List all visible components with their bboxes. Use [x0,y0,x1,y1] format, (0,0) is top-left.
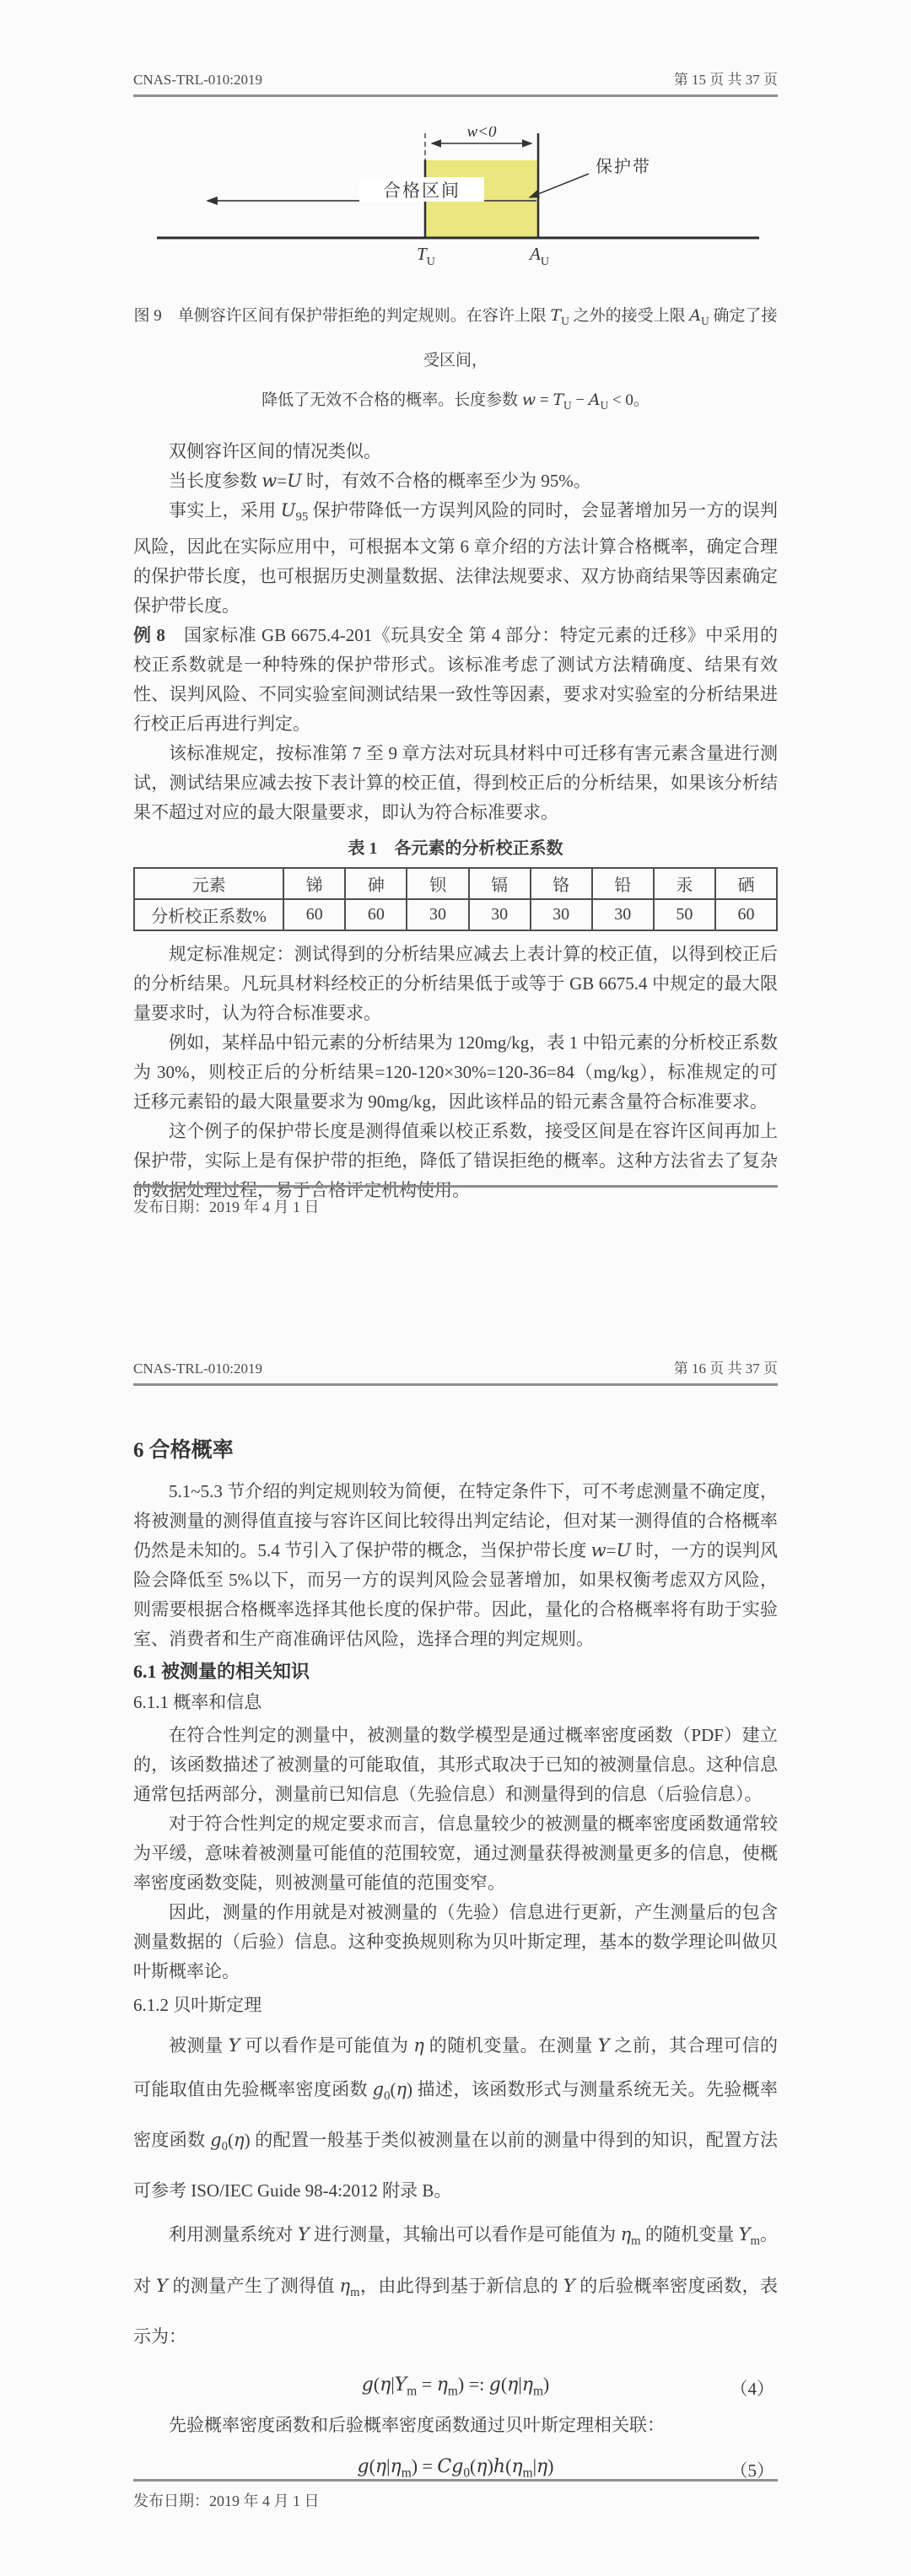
table-cell: 60 [345,899,407,930]
paragraph-section6-intro: 5.1~5.3 节介绍的判定规则较为简便，在特定条件下，可不考虑测量不确定度，将被测量的测得值直接与容许区间比较得出判定结论，但对某一测得值的合格概率仍然是未知的。5.4 节引入了保护带的概念，当保护带长度 w=U 时，一方的误判风险会降低至 5%以下，而另一方的误判风险会显著增加，如果权衡考虑双方风险，则需要根据合格概率选择其他长度的保护带。因此，量化的合格概率将有助于实验室、消费者和生产商准确评估风险，选择合理的判定规则。 [133,1481,779,1649]
paragraph-bayes-relation: 先验概率密度函数和后验概率密度函数通过贝叶斯定理相关联： [169,2414,665,2435]
figure-caption-line2: 降低了无效不合格的概率。长度参数 $w = T_U - A_U < 0$。 [261,390,650,412]
equation-5: $g(\eta|\eta_m) = Cg_0(\eta)h(\eta_m|\eta)$ [357,2455,554,2481]
table-cell: 30 [531,899,592,930]
paragraph-u95-guardband: 事实上，采用 $U_{95}$ 保护带降低一方误判风险的同时，会显著增加另一方的误判风险，因此在实际应用中，可根据本文第 6 章介绍的方法计算合格概率，确定合理的保护带长度，也可根据历史测量数据、法律法规要求、双方协商结果等因素确定保护带长度。 [133,499,779,616]
paragraph-lead-example: 例如，某样品中铅元素的分析结果为 120mg/kg，表 1 中铅元素的分析校正系数为 30%，则校正后的分析结果=120-120×30%=120-36=84（mg/kg），标准规定的可迁移元素铅的最大限量要求为 90mg/kg，因此该样品的铅元素含量符合标准要求。 [133,1032,778,1112]
table-cell: 30 [407,899,468,930]
table-cell: 30 [469,899,531,930]
page-15-header [133,67,778,97]
table-cell: 30 [592,899,654,930]
paragraph-standard-method: 该标准规定，按标准第 7 至 9 章方法对玩具材料中可迁移有害元素含量进行测试，测试结果应减去按下表计算的校正值，得到校正后的分析结果，如果该分析结果不超过对应的最大限量要求，即认为符合标准要求。 [133,742,778,822]
table-cell: 锑 [283,868,345,899]
page-16-footer [133,2479,778,2511]
paragraph-double-sided: 双侧容许区间的情况类似。 [169,440,381,461]
w-label: w<0 [466,127,497,141]
publish-date: 发布日期：2019 年 4 月 1 日 [133,2492,320,2509]
publish-date: 发布日期：2019 年 4 月 1 日 [133,1199,320,1215]
page-16-content [133,1389,778,2492]
figure-caption-line1: 图 9 单侧容许区间有保护带拒绝的判定规则。在容许上限 $T_U$ 之外的接受上限 $A_U$ 确定了接受区间， [133,306,778,369]
page-16-header [133,1356,778,1386]
paragraph-guardband-summary: 这个例子的保护带长度是测得值乘以校正系数，接受区间是在容许区间再加上保护带，实际上是有保护带的拒绝，降低了错误拒绝的概率。这种方法省去了复杂的数据处理过程，易于合格评定机构使用。 [133,1120,778,1200]
tolerance-limit-label: $T_U$ [417,244,435,268]
section-6-1-1-heading: 6.1.1 概率和信息 [133,1692,262,1712]
document-code: CNAS-TRL-010:2019 [133,1361,262,1377]
paragraph-pdf-model: 在符合性判定的测量中，被测量的数学模型是通过概率密度函数（PDF）建立的，该函数描述了被测量的可能取值，其形式取决于已知的被测量信息。这种信息通常包括两部分，测量前已知信息（先验信息）和测量得到的信息（后验信息）。 [133,1725,778,1804]
table-row-label: 分析校正系数% [134,899,283,930]
guard-band-label: 保护带 [596,158,651,176]
table-cell: 60 [715,899,777,930]
page-16 [0,1288,911,2576]
paragraph-rule: 规定标准规定：测试得到的分析结果应减去上表计算的校正值，以得到校正后的分析结果。凡玩具材料经校正的分析结果低于或等于 GB 6675.4 中规定的最大限量要求时，认为符合标准要求。 [133,943,778,1023]
correction-factor-table [133,867,778,931]
table-header-element: 元素 [134,868,283,899]
section-6-1-2-heading: 6.1.2 贝叶斯定理 [133,1995,262,2015]
document-code: CNAS-TRL-010:2019 [133,72,262,88]
page-number-info: 第 16 页 共 37 页 [673,1361,778,1377]
table-row [134,899,777,930]
table-row [134,868,777,899]
guardband-figure-svg [133,127,778,272]
paragraph-length-parameter: 当长度参数 w=U 时，有效不合格的概率至少为 95%。 [169,470,591,491]
section-6-heading: 6 合格概率 [133,1439,234,1462]
equation-4: $g(\eta|Y_m = \eta_m)$ =: $g(\eta|\eta_m)$ [361,2373,550,2399]
figure-9-guardband-diagram [133,127,778,276]
page-15-content [133,94,778,1205]
paragraph-prior-pdf: 被测量 Y 可以看作是可能值为 η 的随机变量。在测量 Y 之前，其合理可信的可能取值由先验概率密度函数 $g_0(\eta)$ 描述，该函数形式与测量系统无关。先验概率密度函数 $g_0(\eta)$ 的配置一般基于类似被测量在以前的测量中得到的知识，配置方法可参考 ISO/IEC Guide 98-4:2012 附录 B。 [133,2035,779,2201]
table-cell: 钡 [407,868,468,899]
acceptance-interval-label: 合格区间 [383,181,461,201]
table-1-caption: 表 1 各元素的分析校正系数 [348,838,563,858]
paragraph-bayes-update: 因此，测量的作用就是对被测量的（先验）信息进行更新，产生测量后的包含测量数据的（后验）信息。这种变换规则称为贝叶斯定理，基本的数学理论叫做贝叶斯概率论。 [133,1902,778,1981]
acceptance-limit-label: $A_U$ [530,244,549,268]
table-cell: 硒 [715,868,777,899]
page-15-footer [133,1185,778,1217]
table-cell: 铬 [531,868,592,899]
equation-4-row [133,2363,778,2409]
table-cell: 铅 [592,868,654,899]
table-cell: 50 [654,899,715,930]
equation-4-number: （4） [730,2378,774,2399]
table-cell: 砷 [345,868,407,899]
table-cell: 镉 [469,868,531,899]
paragraph-pdf-shape: 对于符合性判定的规定要求而言，信息量较少的被测量的概率密度函数通常较为平缓，意味着被测量可能值的范围较宽，通过测量获得被测量更多的信息，使概率密度函数变陡，则被测量可能值的范围变窄。 [133,1813,778,1893]
page-number-info: 第 15 页 共 37 页 [673,72,778,88]
figure-9-caption [133,296,778,425]
section-6-1-heading: 6.1 被测量的相关知识 [133,1661,310,1682]
paragraph-example-8: 例 8 国家标准 GB 6675.4-201《玩具安全 第 4 部分：特定元素的迁移》中采用的校正系数就是一种特殊的保护带形式。该标准考虑了测试方法精确度、结果有效性、误判风险、不同实验室间测试结果一致性等因素，要求对实验室的分析结果进行校正后再进行判定。 [133,624,778,734]
table-cell: 汞 [654,868,715,899]
equation-5-number: （5） [730,2460,774,2481]
paragraph-posterior-pdf: 利用测量系统对 Y 进行测量，其输出可以看作是可能值为 $\eta_m$ 的随机变量 $Y_m$。对 Y 的测量产生了测得值 $\eta_m$，由此得到基于新信息的 Y 的后验概率密度函数，表示为： [133,2224,779,2347]
table-cell: 60 [283,899,345,930]
